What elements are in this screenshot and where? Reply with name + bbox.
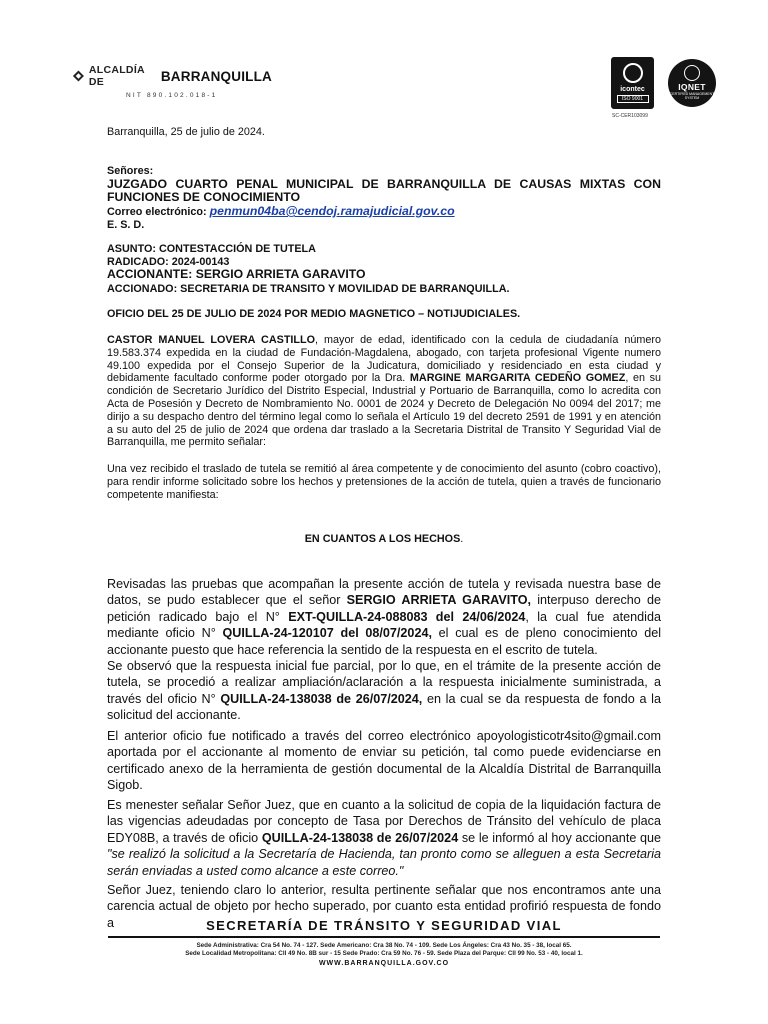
section-title-text: EN CUANTOS A LOS HECHOS: [304, 533, 461, 545]
hechos1-text-4: el cual es de pleno conocimiento del accionante puesto que hace referencia la sentido de la respuesta en el escrito de tutela.: [107, 626, 662, 657]
court-name: JUZGADO CUARTO PENAL MUNICIPAL DE BARRANQUILLA DE CAUSAS MIXTAS CON FUNCIONES DE CONOCIMIENTO: [107, 177, 661, 205]
grantor-name: MARGINE MARGARITA CEDEÑO GOMEZ: [409, 372, 626, 385]
section-title-dot: .: [460, 533, 464, 545]
hechos-paragraph-3: El anterior oficio fue notificado a través del correo electrónico apoyologisticotr4sito@gmail.com aportada por el accionante al momento de enviar su petición, tal como puede evidenciarse en certificado anexo de la herramienta de gestión documental de la Alcaldía Distrital de Barranquilla Sigob.: [107, 729, 661, 793]
accionante-name: SERGIO ARRIETA GARAVITO,: [346, 593, 531, 608]
logo-nit: NIT 890.102.018-1: [126, 92, 218, 99]
oficio-liquidacion: QUILLA-24-138038 de 26/07/2024: [261, 830, 459, 845]
iqnet-sub-label: CERTIFIED MANAGEMENT SYSTEM: [669, 92, 715, 100]
attorney-name: CASTOR MANUEL LOVERA CASTILLO: [107, 334, 316, 346]
hechos1-text-3: , la cual fue atendida mediante oficio N°: [107, 609, 661, 641]
hechos-paragraph-2: [107, 658, 661, 724]
icontec-label: icontec: [620, 86, 645, 93]
email-label: Correo electrónico:: [107, 206, 207, 218]
icontec-icon: [623, 63, 643, 83]
logo-prefix: ALCALDÍA DE: [88, 64, 145, 88]
esd-line: E. S. D.: [107, 219, 145, 231]
hechos1-text-1: Revisadas las pruebas que acompañan la presente acción de tutela y revisada nuestra base de datos, se pudo establecer que el señor: [107, 577, 661, 608]
alcaldia-logo: [72, 64, 272, 99]
hechos2-text-2: en la cual se da respuesta de fondo a la solicitud del accionante.: [107, 691, 661, 723]
asunto-line: ASUNTO: CONTESTACCIÓN DE TUTELA: [107, 243, 316, 255]
intro-text-1: , mayor de edad, identificado con la cedula de ciudadanía número 19.583.374 expedida en la ciudad de Fundación-Magdalena, abogado, con tarjeta profesional Vigente numero 49.100 expedida por el Consejo Superior de la Judicatura, domiciliado y residenciado en esta ciudad y debidamente facultado conforme poder otorgado por la Dra.: [107, 334, 661, 385]
iso-label: ISO 9001: [617, 95, 649, 103]
oficio-line: OFICIO DEL 25 DE JULIO DE 2024 POR MEDIO MAGNETICO – NOTIJUDICIALES.: [107, 308, 521, 320]
salutation: Señores:: [107, 165, 154, 177]
accionado-line: ACCIONADO: SECRETARIA DE TRANSITO Y MOVILIDAD DE BARRANQUILLA.: [107, 283, 510, 295]
footer-address-2: Sede Localidad Metropolitana: Cll 49 No. 8B sur - 15 Sede Prado: Cra 59 No. 76 - 59. Sede Plaza del Parque: Cll 99 No. 53 - 40, local 1.: [185, 949, 583, 957]
footer-title: SECRETARÍA DE TRÁNSITO Y SEGURIDAD VIAL: [206, 918, 562, 933]
footer-website-link[interactable]: WWW.BARRANQUILLA.GOV.CO: [318, 959, 450, 967]
globe-icon: [684, 65, 700, 81]
peticion-radicado: EXT-QUILLA-24-088083 del 24/06/2024: [288, 609, 526, 624]
section-title: [107, 533, 661, 546]
hechos1-text-2: interpuso derecho de petición radicado bajo el N°: [107, 593, 661, 624]
oficio-respuesta-inicial: QUILLA-24-120107 del 08/07/2024,: [222, 626, 432, 641]
oficio-ampliacion: QUILLA-24-138038 de 26/07/2024,: [220, 691, 423, 706]
hechos-paragraph-1: [107, 576, 661, 658]
radicado-line: RADICADO: 2024-00143: [107, 256, 230, 268]
hechos-paragraph-5: Señor Juez, teniendo claro lo anterior, resulta pertinente señalar que nos encontramos ante una carencia actual de objeto por hecho superado, por cuanto esta entidad profirió respuesta de fondo a: [107, 883, 661, 930]
accionante-line: ACCIONANTE: SERGIO ARRIETA GARAVITO: [107, 267, 366, 281]
traslado-paragraph: Una vez recibido el traslado de tutela se remitió al área competente y de conocimiento del asunto (cobro coactivo), para rendir informe solicitado sobre los hechos y pretensiones de la acción de tutela, quien a través de funcionario competente manifiesta:: [107, 463, 661, 501]
intro-paragraph: [107, 334, 661, 449]
iqnet-label: IQNET: [678, 82, 706, 92]
hechos4-text-2: se le informó al hoy accionante que: [458, 830, 661, 845]
page-footer: [108, 918, 660, 970]
city-emblem-icon: [72, 69, 85, 83]
footer-address-1: Sede Administrativa: Cra 54 No. 74 - 127. Sede Americano: Cra 38 No. 74 - 109. Sede Los Ángeles: Cra 43 No. 35 - 38, local 65.: [196, 941, 572, 949]
logo-city: BARRANQUILLA: [160, 68, 272, 84]
iqnet-certification-badge: [668, 59, 716, 107]
hechos2-text-1: Se observó que la respuesta inicial fue parcial, por lo que, en el trámite de la presente acción de tutela, se procedió a realizar ampliación/aclaración a la respuesta inicialmente suministrada, a través del oficio N°: [107, 659, 661, 706]
hechos-paragraph-4: [107, 797, 661, 879]
certificate-code: SC-CER103099: [612, 113, 648, 119]
court-email-link[interactable]: penmun04ba@cendoj.ramajudicial.gov.co: [209, 204, 455, 218]
quoted-response: "se realizó la solicitud a la Secretaría de Hacienda, tan pronto como se alleguen a esta Secretaria serán enviadas a usted como alcance a este correo.": [107, 847, 661, 878]
intro-text-2: , en su condición de Secretario Jurídico del Distrito Especial, Industrial y Portuario de Barranquilla, como lo acredita con Acta de Posesión y Decreto de Nombramiento No. 0001 de 2024 y Decreto de Delegación No 0094 del 2017; me dirijo a su despacho dentro del término legal como lo señala el Artículo 19 del decreto 2591 de 1991 y en atención a su auto del 25 de julio de 2024 que ordena dar traslado a la Secretaria Distrital de Transito Y Seguridad Vial de Barranquilla, me permito señalar:: [107, 372, 661, 449]
court-email-line: [107, 205, 661, 219]
hechos4-text-1: Es menester señalar Señor Juez, que en cuanto a la solicitud de copia de la liquidación factura de las vigencias adeudadas por concepto de Tasa por Derechos de Tránsito del vehículo de placa EDY08B, a través de oficio: [107, 798, 661, 845]
footer-divider: [108, 936, 660, 938]
letter-date: Barranquilla, 25 de julio de 2024.: [107, 126, 265, 138]
icontec-certification-badge: [611, 57, 654, 109]
